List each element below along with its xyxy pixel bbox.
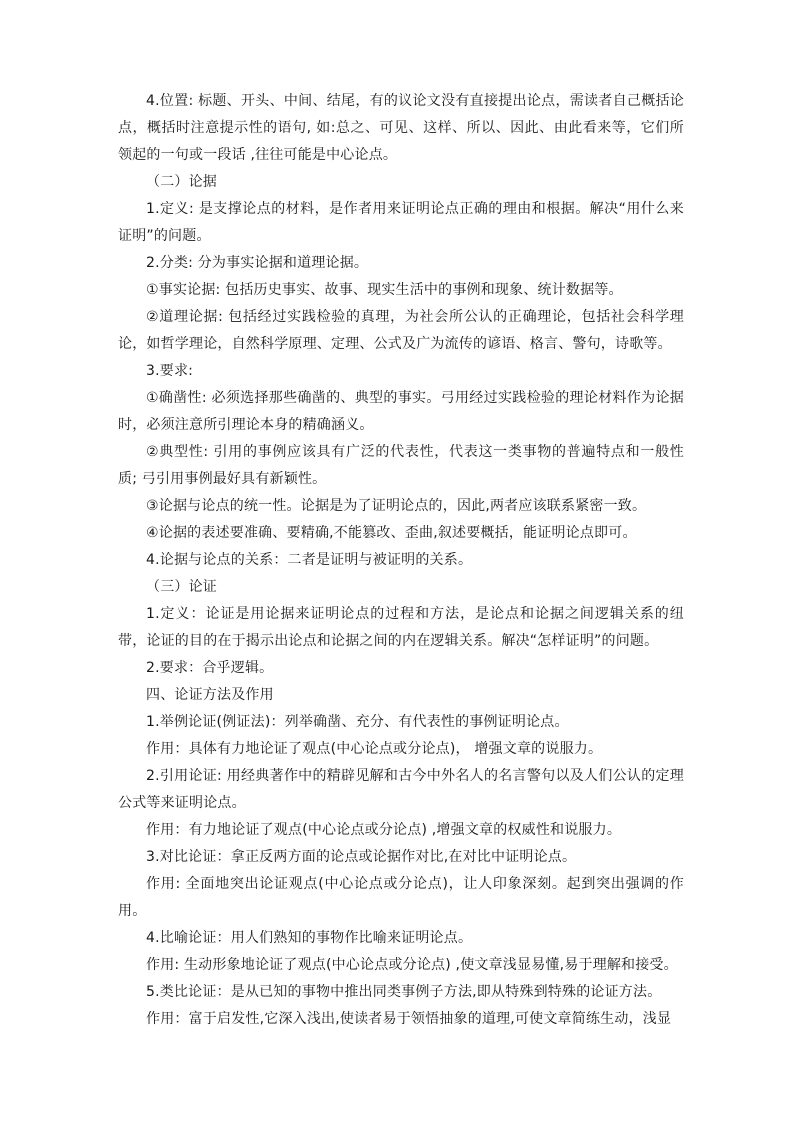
paragraph-example-effect: 作用：具体有力地论证了观点(中心论点或分论点)， 增强文章的说服力。 [146,741,603,757]
paragraph-evidence-classification: 2.分类: 分为事实论据和道理论据。 [146,255,369,271]
paragraph-contrast-argument: 3.对比论证：拿正反两方面的论点或论据作对比,在对比中证明论点。 [146,849,577,865]
paragraph-typicality: ②典型性: 引用的事例应该具有广泛的代表性，代表这一类事物的普遍特点和一般性质; 弓引用事例最好具有新颖性。 [118,444,684,487]
paragraph-argumentation-definition: 1.定义：论证是用论据来证明论点的过程和方法，是论点和论据之间逻辑关系的纽带，论证的目的在于揭示出论点和论据之间的内在逻辑关系。解决“怎样证明”的问题。 [118,606,684,649]
paragraph-relationship: 4.论据与论点的关系：二者是证明与被证明的关系。 [146,552,473,568]
paragraph-position: 4.位置: 标题、开头、中间、结尾，有的议论文没有直接提出论点，需读者自己概括论点，概括时注意提示性的语句, 如:总之、可见、这样、所以、因此、由此看来等，它们所领起的一句或一段话 ,往往可能是中心论点。 [118,93,684,163]
paragraph-evidence-definition: 1.定义: 是支撑论点的材料，是作者用来证明论点正确的理由和根据。解决“用什么来证明”的问题。 [118,201,684,244]
paragraph-argumentation-requirement: 2.要求：合乎逻辑。 [146,660,274,676]
paragraph-analogy-argument: 5.类比论证：是从已知的事物中推出同类事例子方法,即从特殊到特殊的论证方法。 [146,984,662,1000]
paragraph-contrast-effect: 作用: 全面地突出论证观点(中心论点或分论点)，让人印象深刻。起到突出强调的作用。 [118,876,684,919]
paragraph-citation-argument: 2.引用论证: 用经典著作中的精辟见解和古今中外名人的名言警句以及人们公认的定理公式等来证明论点。 [118,768,684,811]
paragraph-analogy-effect: 作用：富于启发性,它深入浅出,使读者易于领悟抽象的道理,可使文章简练生动，浅显 [146,1011,672,1027]
paragraph-metaphor-argument: 4.比喻论证：用人们熟知的事物作比喻来证明论点。 [146,930,473,946]
paragraph-requirements: 3.要求: [146,363,194,379]
paragraph-accuracy: ①确凿性: 必须选择那些确凿的、典型的事实。弓用经过实践检验的理论材料作为论据时，必须注意所引理论本身的精确涵义。 [118,390,684,433]
paragraph-factual-evidence: ①事实论据: 包括历史事实、故事、现实生活中的事例和现象、统计数据等。 [146,282,623,298]
paragraph-precision: ④论据的表述要准确、要精确,不能篡改、歪曲,叙述要概括，能证明论点即可。 [146,525,637,541]
paragraph-unity: ③论据与论点的统一性。论据是为了证明论点的，因此,两者应该联系紧密一致。 [146,498,647,514]
section-heading-methods: 四、论证方法及作用 [146,687,274,703]
paragraph-example-argument: 1.举例论证(例证法)：列举确凿、充分、有代表性的事例证明论点。 [146,714,569,730]
section-heading-evidence: （二）论据 [146,174,217,190]
section-heading-argumentation: （三）论证 [146,579,217,595]
paragraph-metaphor-effect: 作用: 生动形象地论证了观点(中心论点或分论点) ,使文章浅显易懂,易于理解和接受。 [146,957,678,973]
paragraph-citation-effect: 作用：有力地论证了观点(中心论点或分论点) ,增强文章的权威性和说服力。 [146,822,622,838]
paragraph-reasoning-evidence: ②道理论据: 包括经过实践检验的真理，为社会所公认的正确理论，包括社会科学理论，如哲学理论，自然科学原理、定理、公式及广为流传的谚语、格言、警句，诗歌等。 [118,309,684,352]
